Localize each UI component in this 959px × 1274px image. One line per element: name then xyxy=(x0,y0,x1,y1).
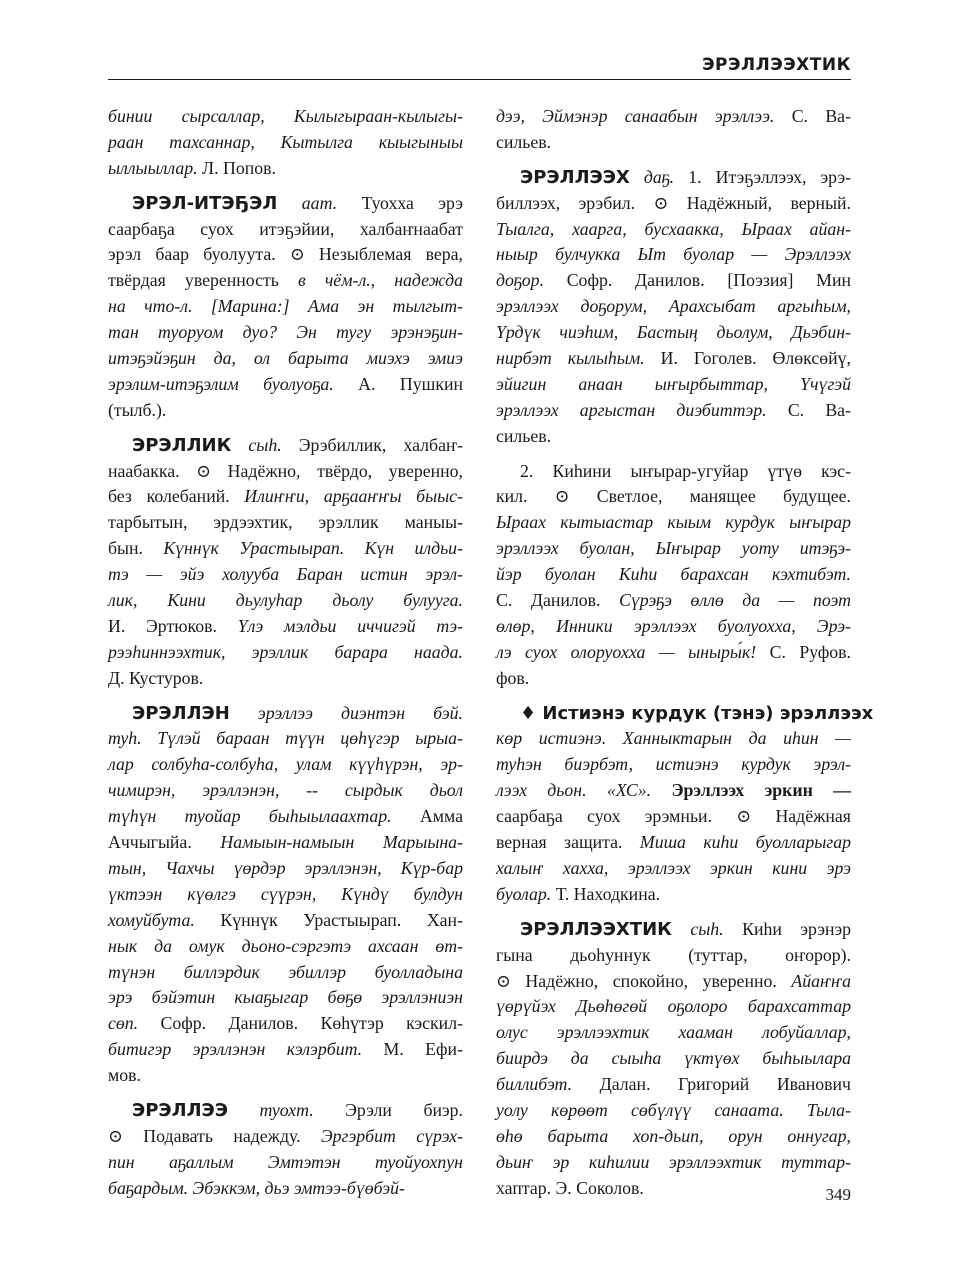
text-segment: үктээн күөлгэ сүүрэн, Күндү булдун xyxy=(108,883,463,904)
text-line xyxy=(496,294,851,320)
text-segment: 1. Итэҕэллээх, эрэ- xyxy=(674,166,851,187)
text-segment: эрэллээх аргыстан диэбиттэр. xyxy=(496,399,767,420)
text-line xyxy=(496,1098,851,1124)
text-segment: И. Эртюков. xyxy=(108,615,217,636)
text-segment: үөрүйэх Дьөһөгөй оҕолоро барахсаттар xyxy=(496,996,851,1017)
text-segment: Күннүк Урастыырап. Күн илдьи- xyxy=(142,538,463,559)
text-line xyxy=(496,614,851,640)
text-segment: итэҕэйэҕин да, ол барыта миэхэ эмиэ xyxy=(108,348,463,369)
entry-headword-line xyxy=(108,1098,463,1124)
text-segment: Амма xyxy=(391,806,464,827)
text-line xyxy=(496,804,851,830)
text-line xyxy=(496,752,851,778)
text-segment: түнэн биллэрдик эбиллэр буолладына xyxy=(108,961,463,982)
text-line xyxy=(496,191,851,217)
text-segment: дьиҥ эр киһилии эрэллээхтик туттар- xyxy=(496,1151,851,1172)
entry-headword-line xyxy=(496,165,851,191)
text-segment: сыһ. xyxy=(231,434,282,455)
text-line xyxy=(496,778,851,804)
page-number: 349 xyxy=(825,1185,851,1204)
text-line xyxy=(108,1150,463,1176)
text-line xyxy=(108,156,463,182)
text-segment: без колебаний. xyxy=(108,486,230,507)
text-line xyxy=(108,268,463,294)
text-line xyxy=(496,994,851,1020)
text-line xyxy=(108,830,463,856)
entry-headword-line xyxy=(108,433,463,459)
text-segment: доҕор. xyxy=(496,270,545,291)
text-segment: С. Руфов. xyxy=(756,641,851,662)
text-line xyxy=(108,1124,463,1150)
text-segment: Тыалга, хаарга, бусхаакка, Ыраах айан- xyxy=(496,218,851,239)
text-segment: твёрдая уверенность xyxy=(108,270,299,291)
text-segment: даҕ. xyxy=(629,166,675,187)
right-column xyxy=(496,104,874,1202)
text-line xyxy=(108,130,463,156)
text-segment: эрэллээх буолан, Ыҥырар уоту итэҕэ- xyxy=(496,538,851,559)
text-line xyxy=(108,459,463,485)
text-line xyxy=(496,1020,851,1046)
text-line xyxy=(496,726,851,752)
text-segment: биирдэ да сыыһа үктүөх быһыылара xyxy=(496,1048,851,1069)
text-segment: Айаҥҥа xyxy=(776,970,851,991)
text-segment: 2. Киһини ыҥырар-угуйар үтүө кэс- xyxy=(520,460,851,481)
text-segment: туһэн биэрбэт, истиэнэ курдук эрэл- xyxy=(496,754,851,775)
text-segment: лик, Кини дьулуһар дьолу булууга. xyxy=(108,590,463,611)
text-segment: Миша киһи буолларыгар xyxy=(622,832,852,853)
text-segment: лэ суох олоруохха — ыныры́к! xyxy=(496,641,757,662)
text-line xyxy=(108,588,463,614)
text-segment: саарбаҕа суох итэҕэйии, халбаҥнаабат xyxy=(108,218,463,239)
text-segment: эрэлим-итэҕэлим буолуоҕа. xyxy=(108,373,334,394)
text-line xyxy=(108,484,463,510)
text-line xyxy=(496,217,851,243)
headword: ЭРЭЛЛЭЭХТИК xyxy=(520,918,672,940)
text-segment: Киһи эрэнэр xyxy=(723,918,851,939)
text-segment: Аччыгыйа. xyxy=(108,832,192,853)
text-line xyxy=(108,908,463,934)
text-segment: эрэллээх доҕорум, Арахсыбат аргыһым, xyxy=(496,296,851,317)
headword: ЭРЭЛ-ИТЭҔЭЛ xyxy=(132,192,278,214)
text-segment: биллибэт. xyxy=(496,1074,573,1095)
text-line xyxy=(108,242,463,268)
text-line xyxy=(108,614,463,640)
entry-headword-line xyxy=(496,917,851,943)
text-segment: Эрэбиллик, халбаҥ- xyxy=(281,434,463,455)
text-line xyxy=(108,536,463,562)
entry-headword-line xyxy=(108,701,463,727)
text-line xyxy=(108,1037,463,1063)
text-line xyxy=(496,510,851,536)
text-segment: чимирэн, эрэллэнэн, -- сырдык дьол xyxy=(108,780,463,801)
text-line xyxy=(496,1046,851,1072)
text-segment: лар солбуһа-солбуһа, улам күүһүрэн, эр- xyxy=(108,754,463,775)
text-line xyxy=(108,398,463,424)
text-line xyxy=(108,778,463,804)
text-line xyxy=(496,882,851,908)
text-line xyxy=(108,934,463,960)
text-line xyxy=(108,217,463,243)
text-segment: йэр буолан Киһи барахсан кэхтибэт. xyxy=(496,564,851,585)
text-segment: биллээх, эрэбил. ⊙ Надёжный, верный. xyxy=(496,192,851,213)
text-line xyxy=(108,320,463,346)
text-segment: сыһ. xyxy=(671,918,724,939)
text-segment: А. Пушкин xyxy=(333,373,464,394)
text-segment: сильев. xyxy=(496,425,552,446)
entry-headword-line xyxy=(496,701,874,727)
text-segment: кил. ⊙ Светлое, манящее будущее. xyxy=(496,486,851,507)
headword: ЭРЭЛЛЭН xyxy=(132,702,230,724)
text-line xyxy=(496,1124,851,1150)
text-segment: верная защита. xyxy=(496,832,623,853)
text-segment: тэ — эйэ холууба Баран истин эрэл- xyxy=(108,564,463,585)
text-line xyxy=(496,536,851,562)
text-segment: Эрэллээх эркин — xyxy=(651,780,851,801)
text-line xyxy=(108,882,463,908)
text-line xyxy=(108,562,463,588)
text-segment: Э. Соколов. xyxy=(551,1177,644,1198)
text-line xyxy=(496,1072,851,1098)
text-segment: баҕардым. Эбэккэм, дьэ эмтээ-бүөбэй- xyxy=(108,1177,405,1198)
text-segment: в чём-л., надежда xyxy=(298,270,463,291)
text-segment: эрэл баар буолуута. ⊙ Незыблемая вера, xyxy=(108,244,463,265)
text-line xyxy=(108,856,463,882)
text-segment: Т. Находкина. xyxy=(551,883,661,904)
text-segment: эрэллээ диэнтэн бэй. xyxy=(229,702,463,723)
text-line xyxy=(496,424,851,450)
text-segment: эйигин анаан ыҥырбыттар, Үчүгэй xyxy=(496,373,851,394)
text-segment: түһүн туойар быһыылаахтар. xyxy=(108,806,392,827)
text-line xyxy=(108,294,463,320)
text-segment: Д. Кустуров. xyxy=(108,667,204,688)
running-head: ЭРЭЛЛЭЭХТИК xyxy=(702,55,851,75)
text-segment: нирбэт кылыһым. xyxy=(496,348,645,369)
entry-headword-line xyxy=(108,191,463,217)
headword: ЭРЭЛЛЭЭ xyxy=(132,1099,228,1121)
text-segment: тан туоруом дуо? Эн тугу эрэнэҕин- xyxy=(108,322,463,343)
text-segment: хомуйбута. xyxy=(108,909,195,930)
text-line xyxy=(496,856,851,882)
text-line xyxy=(496,943,851,969)
text-line xyxy=(496,268,851,294)
text-segment: саарбаҕа суох эрэмньи. ⊙ Надёжная xyxy=(496,806,851,827)
text-line xyxy=(108,752,463,778)
text-line xyxy=(108,985,463,1011)
text-line xyxy=(496,459,851,485)
text-line xyxy=(108,1011,463,1037)
text-segment: өлөр, Инники эрэллээх буолуохха, Эрэ- xyxy=(496,615,851,636)
text-segment: Ыраах кытыастар кыым курдук ыҥырар xyxy=(496,512,851,533)
text-line xyxy=(108,1063,463,1089)
text-segment: И. Гоголев. Өлөксөйү, xyxy=(644,348,851,369)
text-segment: бинии сырсаллар, Кылыгыраан-кылыгы- xyxy=(108,106,463,126)
text-segment: олус эрэллээхтик хааман лобуйаллар, xyxy=(496,1022,851,1043)
text-line xyxy=(496,588,851,614)
text-segment: наабакка. ⊙ Надёжно, твёрдо, уверенно, xyxy=(108,460,463,481)
text-segment: ⊙ Подавать надежду. xyxy=(108,1125,301,1146)
text-line xyxy=(108,960,463,986)
text-segment: фов. xyxy=(496,667,530,688)
text-segment: Туохха эрэ xyxy=(337,192,463,213)
text-line xyxy=(108,510,463,536)
text-line xyxy=(108,666,463,692)
text-segment: Софр. Данилов. [Поэзия] Мин xyxy=(544,270,851,291)
text-line xyxy=(496,346,851,372)
text-segment: тарбытын, эрдээхтик, эрэллик маныы- xyxy=(108,512,463,533)
text-segment: гына дьоһуннук (туттар, оҥорор). xyxy=(496,944,851,965)
text-segment: пин аҕаллым Эмтэтэн туойуохпун xyxy=(108,1151,463,1172)
text-segment: бын. xyxy=(108,538,143,559)
text-segment: битигэр эрэллэнэн кэлэрбит. xyxy=(108,1039,363,1060)
text-line xyxy=(496,398,851,424)
text-line xyxy=(108,1176,463,1202)
text-segment: сөп. xyxy=(108,1013,139,1034)
text-segment: халыҥ хахха, эрэллээх эркин кини эрэ xyxy=(496,857,851,878)
text-segment: сильев. xyxy=(496,131,552,152)
text-segment: ныыр булчукка Ыт буолар — Эрэллээх xyxy=(496,244,851,265)
text-segment: Намыын-намыын Марыына- xyxy=(191,832,463,853)
text-line xyxy=(496,320,851,346)
text-segment: М. Ефи- xyxy=(362,1039,463,1060)
text-line xyxy=(108,104,463,130)
text-line xyxy=(496,372,851,398)
text-segment: ыллыыллар. xyxy=(108,157,198,178)
text-segment: Эрэли биэр. xyxy=(313,1099,463,1120)
text-segment: Илиҥҥи, арҕааҥҥы быыс- xyxy=(229,486,463,507)
text-line xyxy=(496,1150,851,1176)
text-segment: эрэ бэйэтин кыаҕыгар бөҕө эрэллэниэн xyxy=(108,987,463,1008)
text-segment: өһө барыта хоп-дьип, орун оннугар, xyxy=(496,1125,851,1146)
left-column xyxy=(108,104,463,1202)
text-line xyxy=(108,372,463,398)
text-segment: С. Данилов. xyxy=(496,590,601,611)
text-segment: мов. xyxy=(108,1065,141,1086)
text-segment: тын, Чахчы үөрдэр эрэллэнэн, Күр-бар xyxy=(108,857,463,878)
text-segment: ⊙ Надёжно, спокойно, уверенно. xyxy=(496,970,777,991)
text-segment: С. Ва- xyxy=(774,106,851,126)
text-segment: уолу көрөөт сөбүлүү санаата. Тыла- xyxy=(496,1099,851,1120)
text-line xyxy=(108,726,463,752)
text-line xyxy=(496,104,851,130)
header-rule xyxy=(108,79,851,80)
text-line xyxy=(496,640,851,666)
text-segment: Л. Попов. xyxy=(197,157,276,178)
text-segment: Софр. Данилов. Көһүтэр кэскил- xyxy=(138,1013,463,1034)
text-line xyxy=(496,666,851,692)
text-segment: нык да омук дьоно-сэргэтэ ахсаан өт- xyxy=(108,935,463,956)
text-segment: [Марина:] Ама эн тылгыт- xyxy=(192,296,463,317)
text-segment: дээ, Эймэнэр санаабын эрэллээ. xyxy=(496,106,775,126)
text-line xyxy=(496,1176,851,1202)
text-segment: Далан. Григорий Иванович xyxy=(572,1074,851,1095)
text-segment: аат. xyxy=(277,192,338,213)
text-segment: туохт. xyxy=(227,1099,314,1120)
text-line xyxy=(108,804,463,830)
text-segment: раан тахсаннар, Кытылга кыыгыныы xyxy=(108,131,463,152)
text-segment: (тылб.). xyxy=(108,399,167,420)
text-line xyxy=(496,130,851,156)
text-segment: С. Ва- xyxy=(766,399,851,420)
text-line xyxy=(496,969,851,995)
text-segment: на что-л. xyxy=(108,296,193,317)
headword: ЭРЭЛЛИК xyxy=(132,434,232,456)
text-segment: көр истиэнэ. Ханныктарын да иһин — xyxy=(496,728,851,749)
text-segment: буолар. xyxy=(496,883,552,904)
text-segment: Үрдүк чиэһим, Бастың дьолум, Дьэбин- xyxy=(496,322,851,343)
text-line xyxy=(496,484,851,510)
text-segment: туһ. Түлэй бараан түүн цөһүгэр ырыа- xyxy=(108,728,463,749)
text-segment: рээһиннээхтик, эрэллик барара наада. xyxy=(108,641,463,662)
headword: ЭРЭЛЛЭЭХ xyxy=(520,166,630,188)
text-segment: Сүрэҕэ өллө да — поэт xyxy=(600,590,851,611)
text-segment: хаптар. xyxy=(496,1177,552,1198)
text-line xyxy=(496,562,851,588)
text-line xyxy=(496,242,851,268)
text-segment: Үлэ мэлдьи иччигэй тэ- xyxy=(216,615,463,636)
headword: ♦ Истиэнэ курдук (тэнэ) эрэллээх xyxy=(520,702,874,724)
text-line xyxy=(108,346,463,372)
text-segment: Күннүк Урастыырап. Хан- xyxy=(194,909,463,930)
text-line xyxy=(108,640,463,666)
text-line xyxy=(496,830,851,856)
text-segment: Эргэрбит сүрэх- xyxy=(300,1125,463,1146)
text-segment: лээх дьон. «ХС». xyxy=(496,780,652,801)
